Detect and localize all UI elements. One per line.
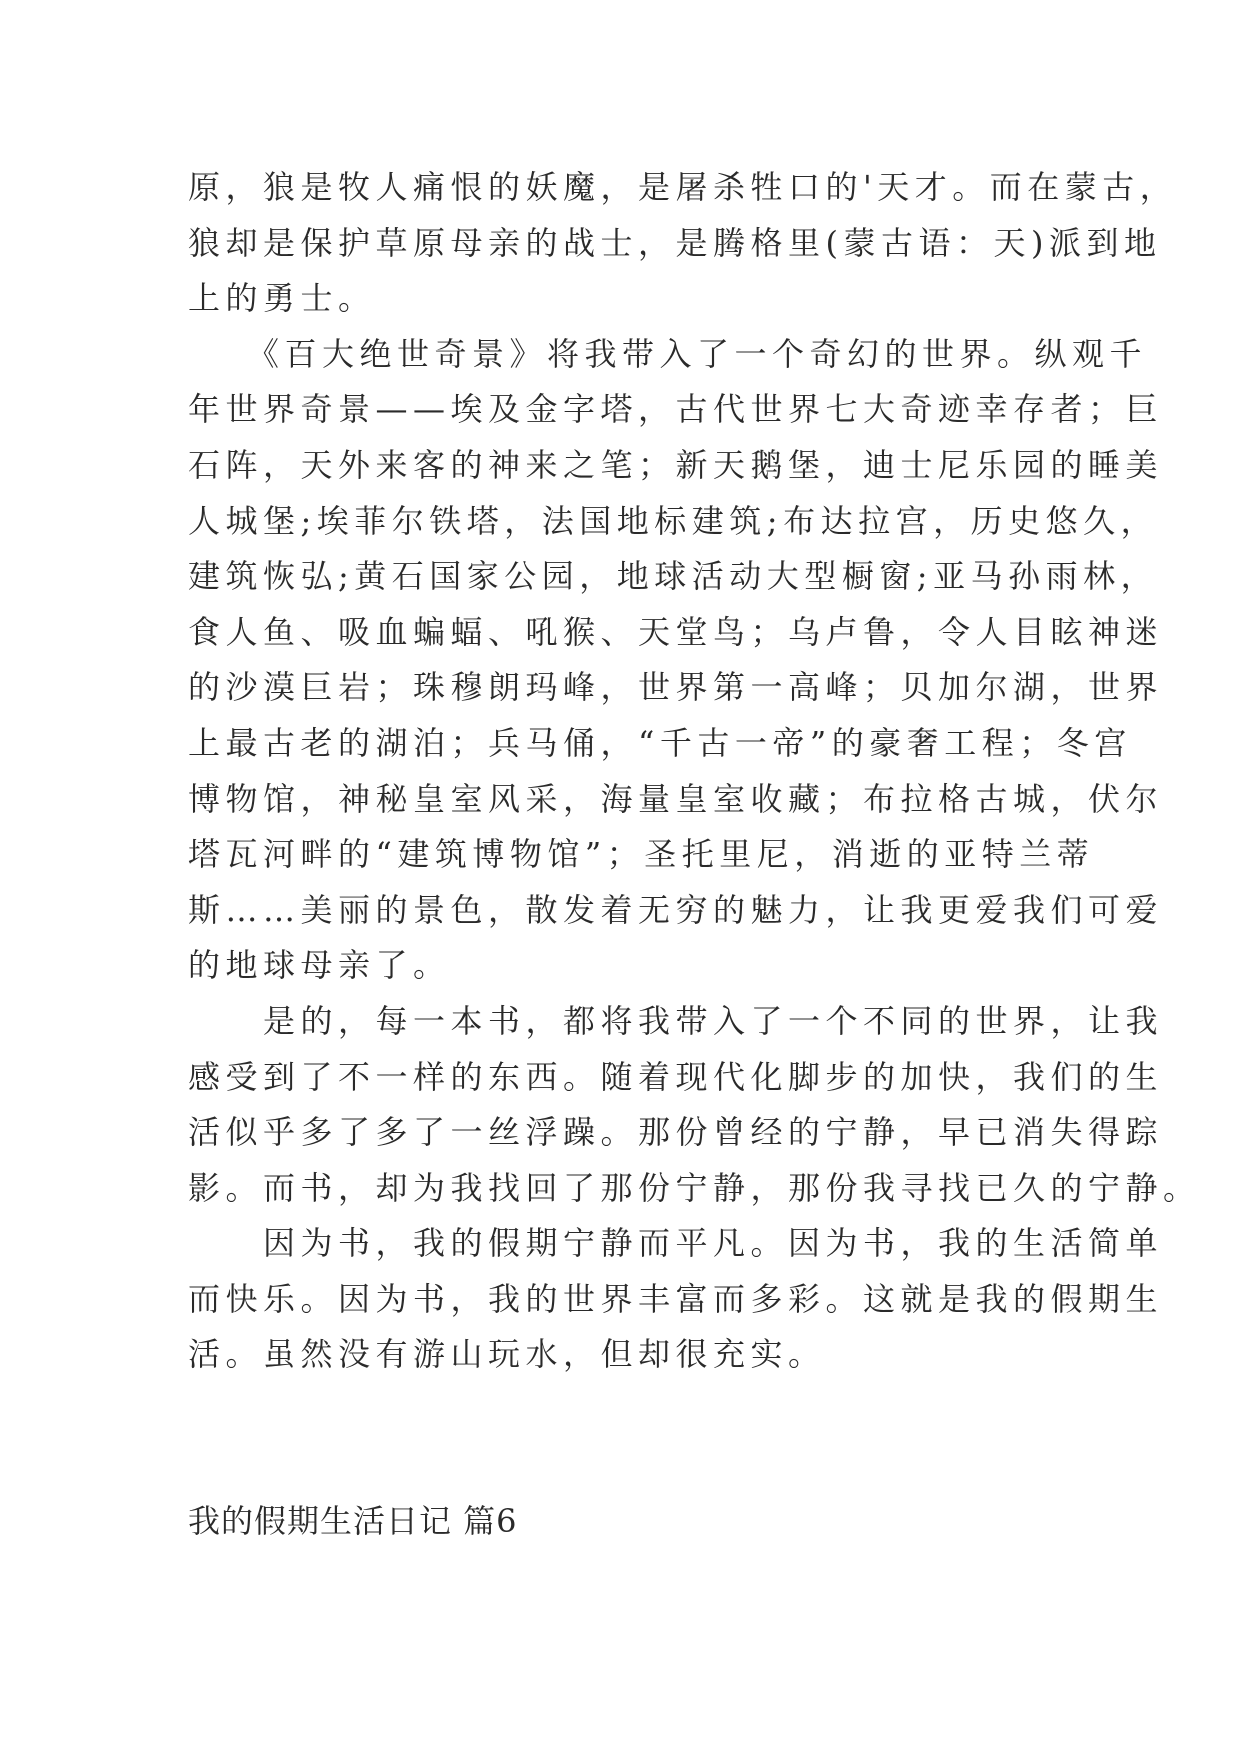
text-line: 活。虽然没有游山玩水，但却很充实。 bbox=[188, 1335, 826, 1374]
paragraph bbox=[188, 160, 1178, 327]
document-body bbox=[188, 160, 1201, 1383]
text-line: 因为书，我的假期宁静而平凡。因为书，我的生活简单 bbox=[188, 1224, 1164, 1263]
text-line: 《百大绝世奇景》将我带入了一个奇幻的世界。纵观千 bbox=[188, 334, 1148, 373]
text-line: 食人鱼、吸血蝙蝠、吼猴、天堂鸟；乌卢鲁，令人目眩神迷 bbox=[188, 612, 1164, 651]
text-line: 斯……美丽的景色，散发着无穷的魅力，让我更爱我们可爱 bbox=[188, 890, 1164, 929]
text-line: 年世界奇景——埃及金字塔，古代世界七大奇迹幸存者；巨 bbox=[188, 390, 1164, 429]
text-line: 原，狼是牧人痛恨的妖魔，是屠杀牲口的'天才。而在蒙古， bbox=[188, 168, 1178, 206]
text-line: 石阵，天外来客的神来之笔；新天鹅堡，迪士尼乐园的睡美 bbox=[188, 445, 1164, 484]
text-line: 感受到了不一样的东西。随着现代化脚步的加快，我们的生 bbox=[188, 1057, 1164, 1096]
text-line: 而快乐。因为书，我的世界丰富而多彩。这就是我的假期生 bbox=[188, 1279, 1164, 1318]
paragraph bbox=[188, 994, 1201, 1216]
text-line: 的地球母亲了。 bbox=[188, 946, 451, 985]
text-line: 上最古老的湖泊；兵马俑，“千古一帝”的豪奢工程；冬宫 bbox=[188, 723, 1132, 762]
text-line: 人城堡;埃菲尔铁塔，法国地标建筑;布达拉宫，历史悠久， bbox=[188, 501, 1159, 540]
text-line: 是的，每一本书，都将我带入了一个不同的世界，让我 bbox=[188, 1001, 1164, 1040]
text-line: 上的勇士。 bbox=[188, 279, 376, 318]
text-line: 影。而书，却为我找回了那份宁静，那份我寻找已久的宁静。 bbox=[188, 1168, 1201, 1207]
text-line: 塔瓦河畔的“建筑博物馆”；圣托里尼，消逝的亚特兰蒂 bbox=[188, 835, 1095, 874]
text-line: 建筑恢弘;黄石国家公园，地球活动大型橱窗;亚马孙雨林， bbox=[188, 557, 1159, 596]
section-heading: 我的假期生活日记 篇6 bbox=[188, 1502, 518, 1540]
section-heading-block bbox=[188, 1494, 1060, 1549]
text-line: 博物馆，神秘皇室风采，海量皇室收藏；布拉格古城，伏尔 bbox=[188, 779, 1164, 818]
text-line: 的沙漠巨岩；珠穆朗玛峰，世界第一高峰；贝加尔湖，世界 bbox=[188, 668, 1164, 707]
text-line: 活似乎多了多了一丝浮躁。那份曾经的宁静，早已消失得踪 bbox=[188, 1113, 1164, 1152]
paragraph bbox=[188, 327, 1164, 994]
paragraph bbox=[188, 1216, 1164, 1383]
text-line: 狼却是保护草原母亲的战士，是腾格里(蒙古语：天)派到地 bbox=[188, 223, 1162, 262]
